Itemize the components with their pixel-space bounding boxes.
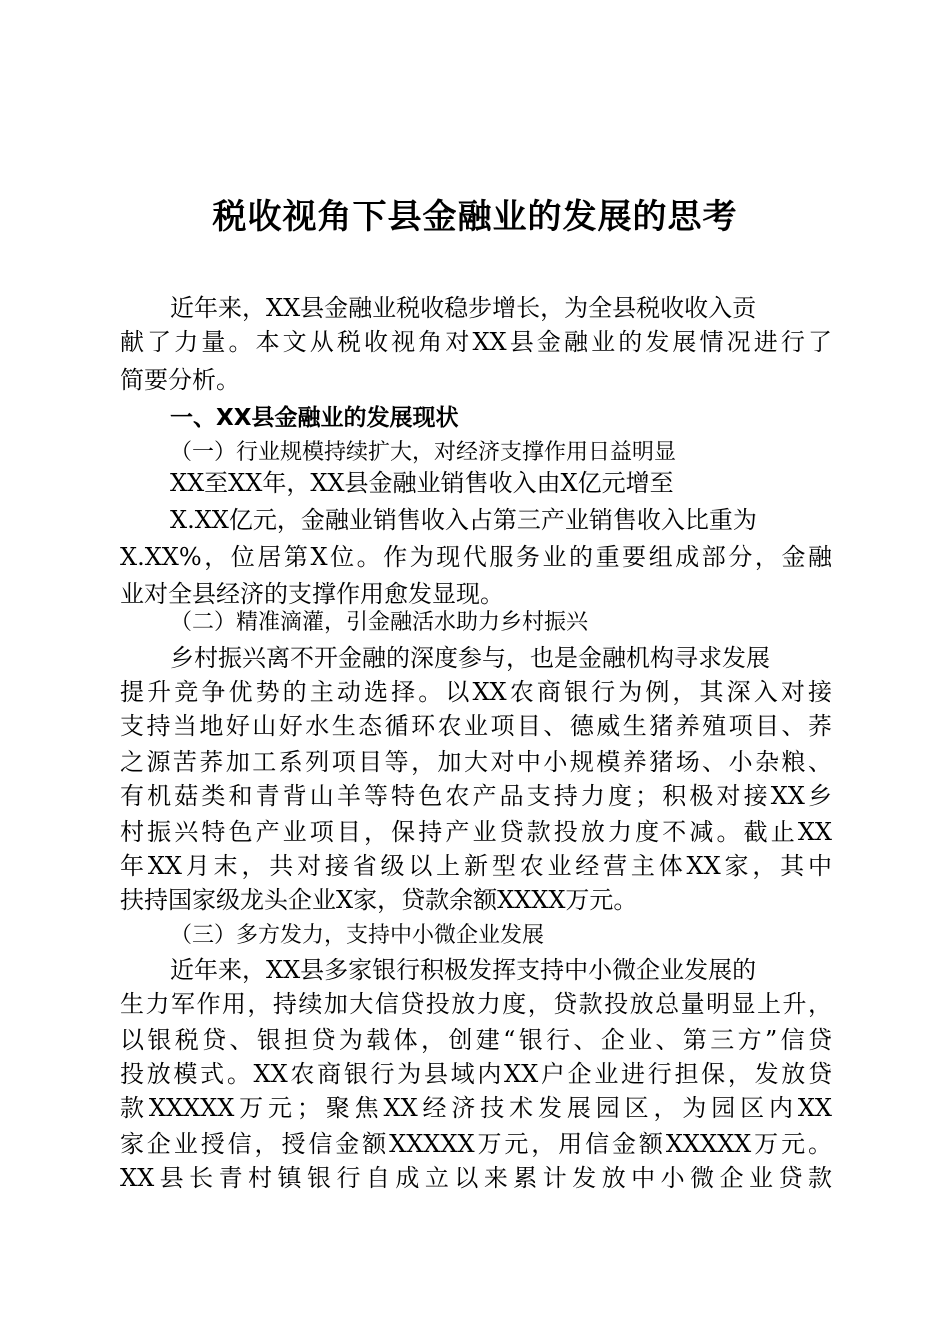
body-line: XX至XX年，XX县金融业销售收入由X亿元增至 <box>170 469 674 497</box>
subsection-heading: （一）行业规模持续扩大，对经济支撑作用日益明显 <box>170 440 677 465</box>
subsection-heading: （三）多方发力，支持中小微企业发展 <box>170 923 545 948</box>
body-line: 近年来，XX县多家银行积极发挥支持中小微企业发展的 <box>170 956 757 984</box>
body-line: 年XX月末，共对接省级以上新型农业经营主体XX家，其中 <box>120 852 832 880</box>
body-line: 以银税贷、银担贷为载体，创建“银行、企业、第三方”信贷 <box>120 1026 832 1054</box>
body-line: 业对全县经济的支撑作用愈发显现。 <box>120 580 504 608</box>
body-line: 简要分析。 <box>120 366 240 394</box>
body-line: 献了力量。本文从税收视角对XX县金融业的发展情况进行了 <box>120 328 832 356</box>
body-line: 扶持国家级龙头企业X家，贷款余额XXXX万元。 <box>120 886 638 914</box>
body-line: 有机菇类和青背山羊等特色农产品支持力度；积极对接XX乡 <box>120 782 832 810</box>
subsection-heading: （二）精准滴灌，引金融活水助力乡村振兴 <box>170 610 589 635</box>
section-heading: 一、XX县金融业的发展现状 <box>170 405 459 431</box>
body-line: 之源苦荞加工系列项目等，加大对中小规模养猪场、小杂粮、 <box>120 748 832 776</box>
body-line: 提升竞争优势的主动选择。以XX农商银行为例，其深入对接 <box>120 678 832 706</box>
body-line: 村振兴特色产业项目，保持产业贷款投放力度不减。截止XX <box>120 818 832 846</box>
body-line: X.XX%，位居第X位。作为现代服务业的重要组成部分，金融 <box>120 543 832 571</box>
body-line: 投放模式。XX农商银行为县域内XX户企业进行担保，发放贷 <box>120 1060 832 1088</box>
body-line: X.XX亿元，金融业销售收入占第三产业销售收入比重为 <box>170 506 757 534</box>
body-line: 近年来，XX县金融业税收稳步增长，为全县税收收入贡 <box>170 294 757 322</box>
body-line: 乡村振兴离不开金融的深度参与，也是金融机构寻求发展 <box>170 644 770 672</box>
body-line: 家企业授信，授信金额XXXXX万元，用信金额XXXXX万元。 <box>120 1130 832 1158</box>
document-title: 税收视角下县金融业的发展的思考 <box>212 197 738 237</box>
body-line: 款XXXXX万元；聚焦XX经济技术发展园区，为园区内XX <box>120 1094 832 1122</box>
body-line: 支持当地好山好水生态循环农业项目、德威生猪养殖项目、荞 <box>120 712 832 740</box>
body-line: 生力军作用，持续加大信贷投放力度，贷款投放总量明显上升， <box>120 990 832 1018</box>
body-line: XX县长青村镇银行自成立以来累计发放中小微企业贷款 <box>120 1164 832 1192</box>
